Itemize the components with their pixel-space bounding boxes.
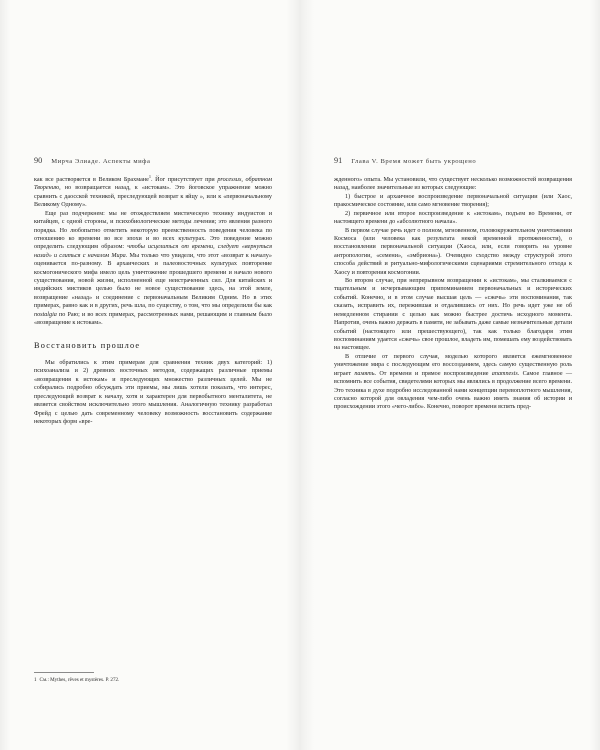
paragraph: Во втором случае, при непрерывном возвращении к «истокам», мы сталкиваемся с тщательным и исчерпывающим припоминанием первоначальных и исторических событий. Конечно, и в этом случае высшая цель — «сжечь» эти воспоминания, так сказать, исправить их, пережившая и отдалившись от них. Но речь идет уже не об немедленном стирании с целью как можно быстрее достичь исходного момента. Напротив, очень важно держать в памяти, не забывать даже самые незначительные детали событий (настоящего или прешествующего), так как только благодаря этим воспоминаниям удается «сжечь» свое прошлое, владеть им, помешать ему воздействовать на настоящее. (334, 278, 572, 352)
paragraph: жденного» опыта. Мы установили, что существует несколько возможностей возвращения назад, наиболее значительные из которых следующие: (334, 177, 572, 192)
right-folio: 91 (334, 156, 343, 165)
left-folio: 90 (34, 156, 43, 165)
right-running-title: Глава V. Время может быть укрощено (351, 158, 477, 165)
footnote-area (34, 672, 272, 684)
paragraph: В первом случае речь идет о полном, мгновенном, головокружительном уничтожении Космоса (или человека как результата некой временной протяженности), о восстановлении первоначальной ситуации (Хаоса, или, если говорить на уровне антропологии, «семени», «эмбриона»). Очевидно сходство между структурой этого способа действий и ритуально-мифологическими сценариями стремительного отхода к Хаосу и повторения космогонии. (334, 227, 572, 276)
footnote-item (34, 677, 272, 684)
footnote-text: См.: Mythes, rêves et mystères. P. 272. (39, 676, 120, 683)
right-text-column (334, 176, 572, 412)
footnote-rule (34, 672, 94, 673)
section-heading: Восстановить прошлое (34, 340, 141, 350)
paragraph: Мы обратились к этим примерам для сравнения техник двух категорий: 1) психоанализа и 2) древних восточных методов, содержащих различные приемы «возвращения к истокам» и преследующих множество различных целей. Мы не собирались подробно обсуждать эти приемы, мы лишь хотели показать, что интерес, преследующий возврат к началу, хотя и характерен для первобытного менталитета, не является свойством исключительно этого мышления. Аналогичную технику разработал Фрейд с целью дать современному человеку возможность восстановить содержание некоторых форм «вре- (34, 360, 272, 425)
paragraph: В отличие от первого случая, моделью которого является ежемгновенное уничтожение мира с последующим его воссозданием, здесь самую существенную роль играет память. От времени и прямое воспроизведение anamnesis. Самое главное — вспомнить все события, свидетелями которых мы являлись в продолжение всего времени. Это техника в духе подробно исследованной нами концепции перевоплотного мышления, согласно которой для овладения чем-либо очень важно иметь знания об истории и происхождении этого «чего-либо». Конечно, поворот времени вспять пред- (334, 353, 573, 411)
left-running-head (34, 156, 150, 165)
paragraph: 2) первичное или второе воспроизведение к «истокам», подъем во Времени, от настоящего времени до «абсолютного начала». (334, 210, 572, 226)
paragraph: как все растворяется в Великом Брахмане$^1$. Йог присутствует при processus, обратном Творению, но возвращается назад, к «истокам». Это йоговское упражнение можно сравнить с даосской техникой, преследующей возврат к яйцу », или к «первоначальному Великому Одному». (34, 173, 272, 209)
left-running-title: Мирча Элиаде. Аспекты мифа (51, 158, 151, 165)
paragraph: 1) быстрое и архаичное воспроизведение первоначальной ситуации (или Хаос, пракосмическое состояние, или само мгновение творения); (334, 193, 572, 209)
right-running-head (334, 156, 476, 165)
footnote-number: 1 (34, 676, 37, 683)
paragraph: Еще раз подчеркнем: мы не отождествляем мистическую технику индуистов и китайцев, с одной стороны, и психобиологические методы лечения; это явления разного порядка. Но любопытно отметить некоторую преемственность поведения человека по отношению ко времени во все эпохи и во всех культурах. Это поведение можно определить следующим образом: чтобы исцелиться от времени, следует «вернуться назад» и слиться с началом Мира. Мы только что увидели, что этот «возврат к началу» оценивается по-разному. В архаических и палеовосточных культурах повторение космогонического мифа имело цель уничтожение прошедшего времени и начало нового существования, новой жизни, исполненной еще неистраченных сил. Для китайских и индийских мистиков целью было не новое существование здесь, на этой земле, возвращение «назад» и соединение с первоначальным Великим Одним. Но в этих примерах, равно как и в других, речь шла, по существу, о том, что мы определили бы как nostalgia по Раю; и во всех примерах, рассмотренных нами, решающим и главным было «возвращение к истокам». (34, 210, 273, 327)
left-text-column (34, 173, 273, 426)
